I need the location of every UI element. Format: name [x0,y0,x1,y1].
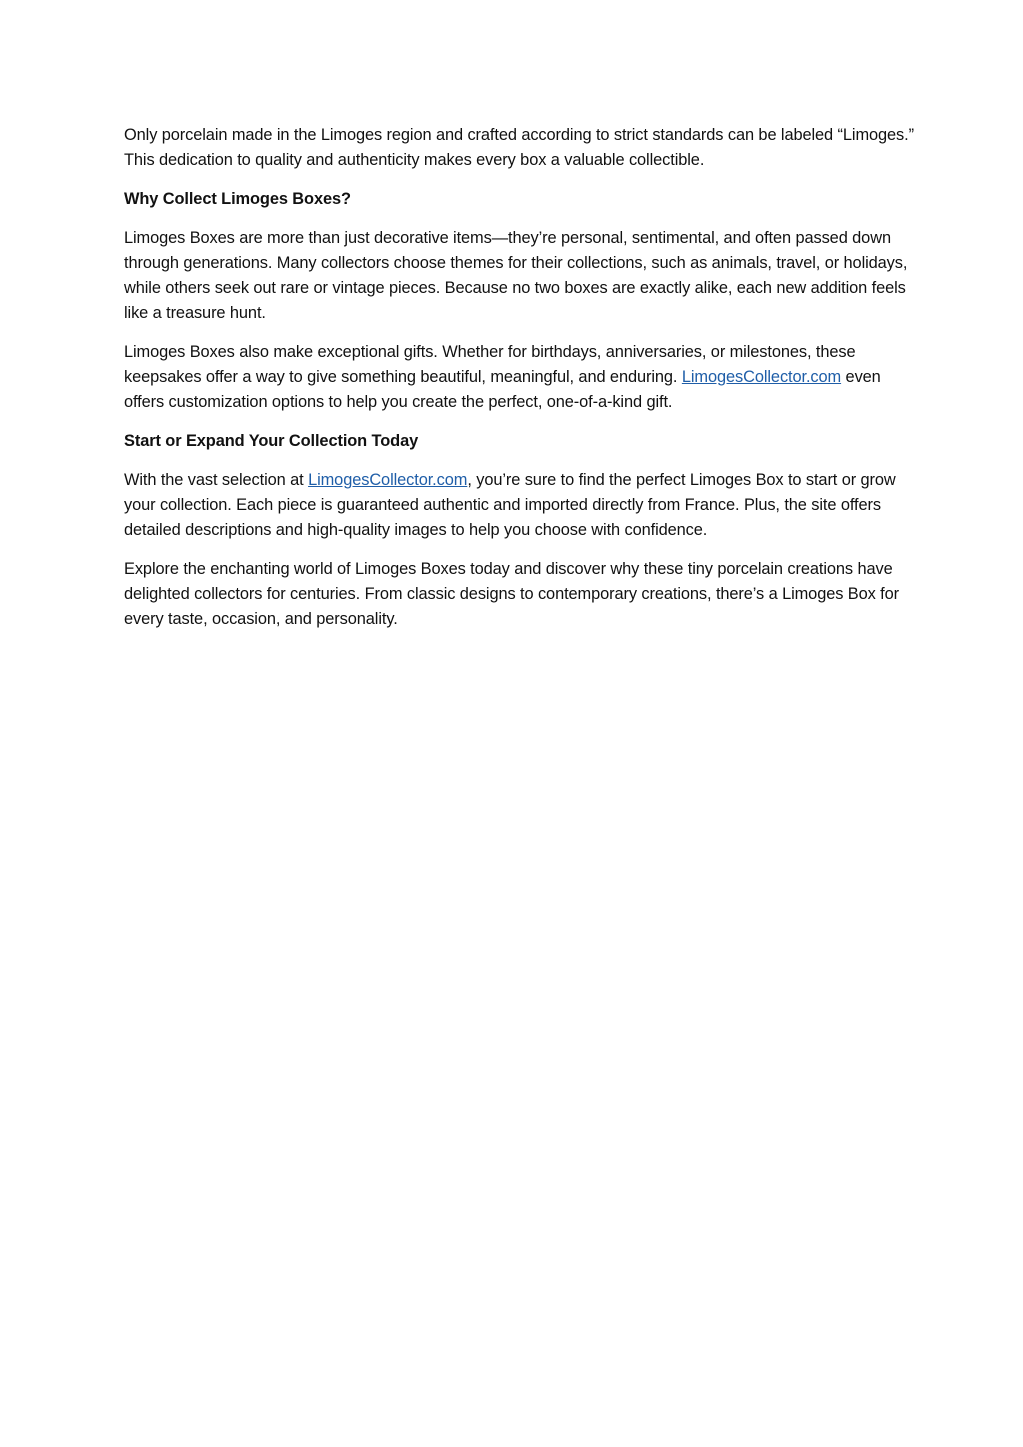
heading-why-collect: Why Collect Limoges Boxes? [124,190,351,208]
paragraph-gifts-text-2: even offers customization options to help you create the perfect, one-of-a-kind gift. [124,368,881,411]
paragraph-selection-text-1: With the vast selection at [124,471,309,489]
limoges-collector-link[interactable]: LimogesCollector.com [681,368,842,386]
paragraph-explore: Explore the enchanting world of Limoges Boxes today and discover why these tiny porcelain creations have delighted collectors for centuries. From classic designs to contemporary creations, there’s a Limoges Box for every taste, occasion, and personality. [124,560,899,628]
limoges-collector-link-2[interactable]: LimogesCollector.com [308,471,468,489]
heading-start-collection: Start or Expand Your Collection Today [124,432,419,450]
paragraph-why-collect: Limoges Boxes are more than just decorative items—they’re personal, sentimental, and often passed down through generations. Many collectors choose themes for their collections, such as animals, travel, or holidays, while others seek out rare or vintage pieces. Because no two boxes are exactly alike, each new addition feels like a treasure hunt. [124,229,908,322]
document-body [124,123,914,646]
paragraph-gifts-text-1: Limoges Boxes also make exceptional gifts. Whether for birthdays, anniversaries, or milestones, these keepsakes offer a way to give something beautiful, meaningful, and enduring. [124,343,856,386]
paragraph-limoges-standards: Only porcelain made in the Limoges region and crafted according to strict standards can be labeled “Limoges.” This dedication to quality and authenticity makes every box a valuable collectible. [124,126,914,169]
paragraph-selection [124,468,914,543]
paragraph-gifts [124,340,914,415]
paragraph-selection-text-2: , you’re sure to find the perfect Limoges Box to start or grow your collection. Each piece is guaranteed authentic and imported directly from France. Plus, the site offers detailed descriptions and high-quality images to help you choose with confidence. [124,471,896,539]
